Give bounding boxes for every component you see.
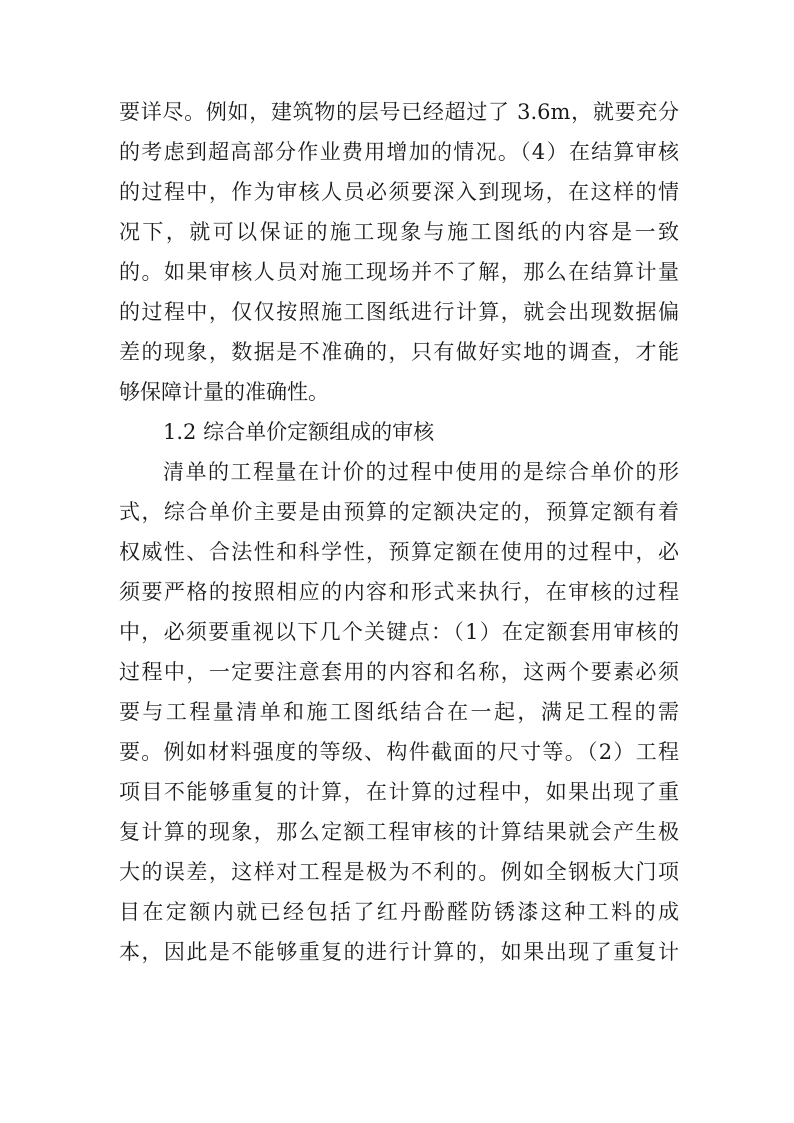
text-line: 的考虑到超高部分作业费用增加的情况。（4）在结算审核 — [119, 140, 679, 164]
text-line: 式，综合单价主要是由预算的定额决定的，预算定额有着 — [119, 500, 679, 524]
text-line: 的。如果审核人员对施工现场并不了解，那么在结算计量 — [119, 260, 679, 284]
text-line: 清单的工程量在计价的过程中使用的是综合单价的形 — [163, 460, 679, 484]
text-line: 的过程中，作为审核人员必须要深入到现场，在这样的情 — [119, 180, 679, 204]
text-line: 差的现象，数据是不准确的，只有做好实地的调查，才能 — [119, 340, 679, 364]
text-line: 要详尽。例如，建筑物的层号已经超过了 3.6m，就要充分 — [119, 100, 679, 124]
text-line: 的过程中，仅仅按照施工图纸进行计算，就会出现数据偏 — [119, 300, 679, 324]
text-line: 大的误差，这样对工程是极为不利的。例如全钢板大门项 — [119, 860, 679, 884]
text-line: 况下，就可以保证的施工现象与施工图纸的内容是一致 — [119, 220, 679, 244]
text-line: 须要严格的按照相应的内容和形式来执行，在审核的过程 — [119, 580, 679, 604]
text-line: 权威性、合法性和科学性，预算定额在使用的过程中，必 — [119, 540, 679, 564]
paragraph-1 — [119, 92, 679, 412]
text-line: 要与工程量清单和施工图纸结合在一起，满足工程的需 — [119, 700, 679, 724]
text-line: 本，因此是不能够重复的进行计算的，如果出现了重复计 — [119, 940, 679, 964]
paragraph-2 — [119, 452, 679, 972]
section-heading: 1.2 综合单价定额组成的审核 — [163, 420, 435, 444]
text-line: 过程中，一定要注意套用的内容和名称，这两个要素必须 — [119, 660, 679, 684]
body-text — [119, 92, 679, 972]
text-line: 项目不能够重复的计算，在计算的过程中，如果出现了重 — [119, 780, 679, 804]
text-line: 够保障计量的准确性。 — [119, 380, 329, 404]
text-line: 要。例如材料强度的等级、构件截面的尺寸等。（2）工程 — [119, 740, 679, 764]
text-line: 复计算的现象，那么定额工程审核的计算结果就会产生极 — [119, 820, 679, 844]
text-line: 目在定额内就已经包括了红丹酚醛防锈漆这种工料的成 — [119, 900, 679, 924]
text-line: 中，必须要重视以下几个关键点：（1）在定额套用审核的 — [119, 620, 679, 644]
